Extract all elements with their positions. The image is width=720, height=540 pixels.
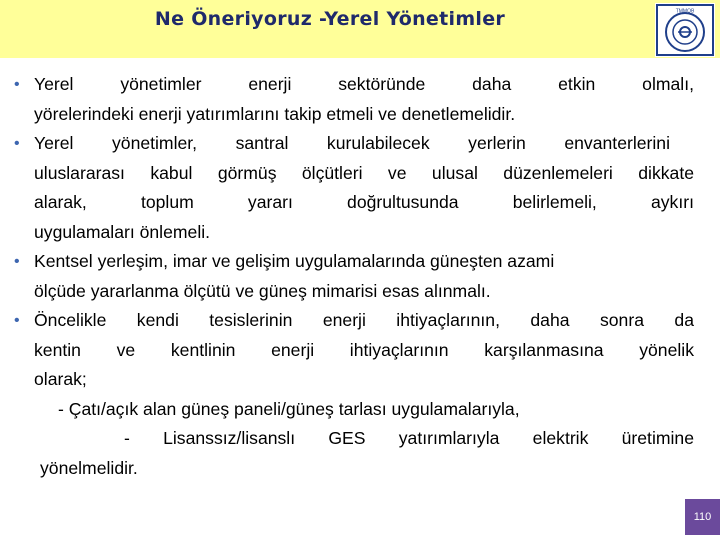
bullet-icon: • [14,135,20,152]
sub-item: - Lisanssız/lisanslı GES yatırımlarıyla elektrik üretimine [124,428,694,448]
text-line: olarak; [34,369,87,389]
sub-item: - Çatı/açık alan güneş paneli/güneş tarlası uygulamalarıyla, [58,398,520,419]
closing-text: yönelmelidir. [40,457,138,478]
bullet-icon: • [14,312,20,329]
text-line: Yerel yönetimler, santral kurulabilecek yerlerin envanterlerini [34,133,670,153]
text-line: uluslararası kabul görmüş ölçütleri ve ulusal düzenlemeleri dikkate [34,162,694,183]
text-line: Kentsel yerleşim, imar ve gelişim uygulamalarında güneşten azami [34,251,555,271]
text-line: ölçüde yararlanma ölçütü ve güneş mimarisi esas alınmalı. [34,280,491,301]
bullet-icon: • [14,76,20,93]
list-item [14,306,694,395]
page-title: Ne Öneriyoruz -Yerel Yönetimler [154,8,506,30]
text-line: kentin ve kentlinin enerji ihtiyaçlarının karşılanmasına yönelik [34,339,694,360]
seal-icon [655,3,715,57]
svg-text:TMMOB: TMMOB [675,8,695,15]
text-line: Yerel yönetimler enerji sektöründe daha etkin olmalı, [34,74,694,94]
chamber-seal-logo [655,3,715,57]
list-item [14,247,694,306]
bullet-icon: • [14,253,20,270]
text-line: uygulamaları önlemeli. [34,221,211,242]
page-number-badge: 110 [685,499,720,535]
text-line: Öncelikle kendi tesislerinin enerji ihtiyaçlarının, daha sonra da [34,310,694,330]
list-item [14,129,694,247]
text-line: yörelerindeki enerji yatırımlarını takip etmeli ve denetlemelidir. [34,103,516,124]
title-bar [0,0,720,58]
bullet-list [14,70,694,483]
list-item [14,70,694,129]
text-line: alarak, toplum yararı doğrultusunda belirlemeli, aykırı [34,192,694,212]
